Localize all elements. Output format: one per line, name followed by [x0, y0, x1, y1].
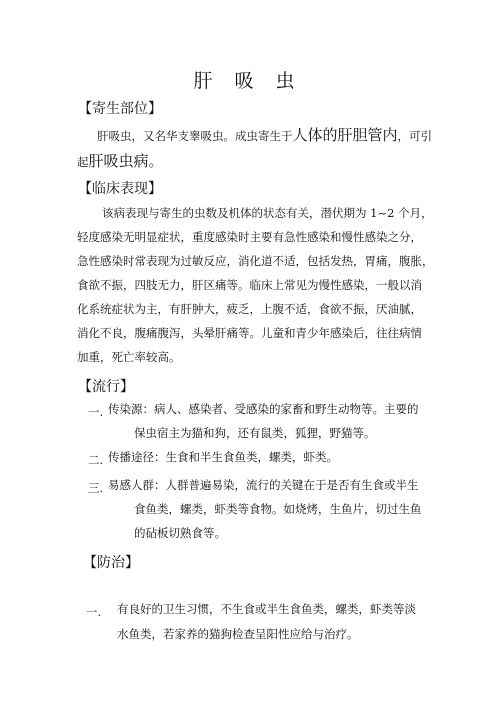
clinical-line: 食欲不振，四肢无力，肝区痛等。临床上常见为慢性感染，一般以消 [77, 278, 422, 292]
habitat-line-1 [97, 125, 432, 146]
habitat-text-1c: ，可引 [397, 129, 433, 143]
list-item-line: 传染源：病人、感染者、受感染的家畜和野生动物等。主要的 [108, 402, 419, 416]
section-heading-habitat: 【寄生部位】 [78, 101, 162, 117]
habitat-text-1b: 人体的肝胆管内 [292, 126, 398, 144]
habitat-text-1a: 肝吸虫，又名华支睾吸虫。成虫寄生于 [97, 129, 293, 143]
list-item-line: 易感人群：人群普遍易染，流行的关键在于是否有生食或半生 [108, 478, 419, 492]
habitat-line-2 [77, 150, 164, 173]
clinical-line: 化系统症状为主，有肝肿大，疲乏，上腹不适，食欲不振，厌油腻， [77, 302, 422, 316]
clinical-line: 消化不良，腹痛腹泻，头晕肝痛等。儿童和青少年感染后，往往病情 [77, 326, 422, 340]
clinical-line: 加重，死亡率较高。 [77, 350, 181, 364]
habitat-text-2a: 起 [77, 155, 89, 169]
list-number: 二. [88, 453, 104, 467]
list-item-line: 有良好的卫生习惯，不生食或半生食鱼类，螺类，虾类等淡 [117, 602, 416, 616]
list-item-line: 食鱼类，螺类，虾类等食物。如烧烤，生鱼片，切过生鱼 [134, 502, 422, 516]
page-title: 肝 吸 虫 [193, 70, 303, 92]
list-number: 三. [88, 481, 104, 495]
list-number: 一. [86, 605, 102, 619]
section-heading-clinical: 【临床表现】 [78, 181, 162, 197]
section-heading-epidemic: 【流行】 [78, 379, 134, 395]
clinical-line: 轻度感染无明显症状，重度感染时主要有急性感染和慢性感染之分， [77, 230, 422, 244]
list-item-line: 传播途径：生食和半生食鱼类，螺类，虾类。 [108, 450, 338, 464]
list-item-line: 的砧板切熟食等。 [134, 526, 226, 540]
clinical-line: 急性感染时常表现为过敏反应，消化道不适，包括发热，胃痛，腹胀， [77, 254, 434, 268]
section-heading-prevention: 【防治】 [83, 555, 139, 571]
clinical-line: 该病表现与寄生的虫数及机体的状态有关，潜伏期为 1~2 个月， [102, 206, 433, 220]
list-item-line: 保虫宿主为猫和狗，还有鼠类，狐狸，野猫等。 [134, 426, 376, 440]
list-item-line: 水鱼类，若家养的猫狗检查呈阳性应给与治疗。 [117, 627, 359, 641]
list-number: 一. [88, 405, 104, 419]
habitat-text-2b: 肝吸虫病。 [88, 152, 164, 170]
